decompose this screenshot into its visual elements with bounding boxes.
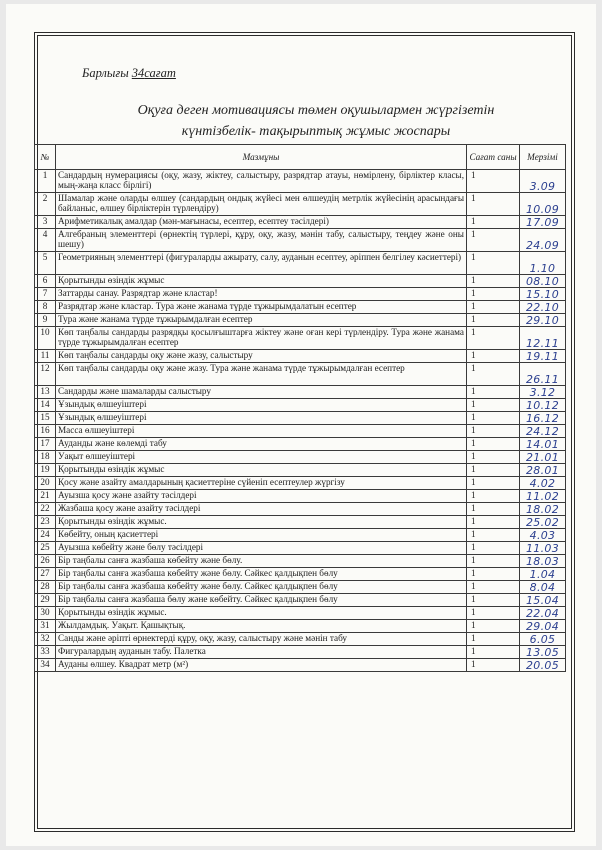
row-content: Қорытынды өзіндік жұмыс: [56, 275, 467, 288]
row-content: Көп таңбалы сандарды разрядқы қосылғыштарға жіктеу және оған кері түрлендіру. Тура және жанама түрде тұжырымдалған есептер: [56, 327, 467, 350]
row-content: Ауызша қосу және азайту тәсілдері: [56, 490, 467, 503]
row-date: 18.03: [520, 555, 566, 568]
row-date: 14.01: [520, 438, 566, 451]
total-hours: [82, 66, 176, 81]
table-row: [35, 386, 566, 399]
row-number: 9: [35, 314, 56, 327]
title-line-1: Оқуға деген мотивациясы төмен оқушылармен жүргізетін: [137, 103, 495, 118]
row-date: 24.12: [520, 425, 566, 438]
row-date: 4.03: [520, 529, 566, 542]
row-content: Фигуралардың ауданын табу. Палетка: [56, 646, 467, 659]
row-date: 1.10: [520, 252, 566, 275]
row-hours: 1: [467, 438, 520, 451]
table-row: [35, 399, 566, 412]
row-number: 14: [35, 399, 56, 412]
table-row: [35, 363, 566, 386]
table-row: [35, 229, 566, 252]
title-line-2: күнтізбелік- тақырыптық жұмыс жоспары: [181, 124, 451, 139]
row-date: 11.03: [520, 542, 566, 555]
table-row: [35, 490, 566, 503]
row-number: 13: [35, 386, 56, 399]
row-hours: 1: [467, 529, 520, 542]
row-hours: 1: [467, 451, 520, 464]
row-hours: 1: [467, 229, 520, 252]
row-hours: 1: [467, 555, 520, 568]
row-content: Жазбаша қосу және азайту тәсілдері: [56, 503, 467, 516]
document-title: [96, 100, 536, 142]
row-hours: 1: [467, 607, 520, 620]
row-hours: 1: [467, 193, 520, 216]
row-content: Ауданды және көлемді табу: [56, 438, 467, 451]
row-date: 11.02: [520, 490, 566, 503]
row-number: 27: [35, 568, 56, 581]
row-hours: 1: [467, 363, 520, 386]
row-date: 3.09: [520, 170, 566, 193]
column-header-content: Мазмұны: [56, 145, 467, 170]
row-hours: 1: [467, 399, 520, 412]
row-date: 22.10: [520, 301, 566, 314]
row-content: Тура және жанама түрде тұжырымдалған есептер: [56, 314, 467, 327]
row-date: 19.11: [520, 350, 566, 363]
row-number: 30: [35, 607, 56, 620]
table-row: [35, 451, 566, 464]
table-row: [35, 542, 566, 555]
table-row: [35, 529, 566, 542]
table-row: [35, 646, 566, 659]
row-number: 29: [35, 594, 56, 607]
table-row: [35, 581, 566, 594]
table-row: [35, 350, 566, 363]
table-row: [35, 288, 566, 301]
row-number: 7: [35, 288, 56, 301]
row-content: Қорытынды өзіндік жұмыс: [56, 464, 467, 477]
row-content: Масса өлшеуіштері: [56, 425, 467, 438]
table-row: [35, 594, 566, 607]
row-number: 25: [35, 542, 56, 555]
row-date: 6.05: [520, 633, 566, 646]
row-hours: 1: [467, 350, 520, 363]
row-hours: 1: [467, 568, 520, 581]
row-content: Бір таңбалы санға жазбаша бөлу және көбейту. Сәйкес қалдықпен бөлу: [56, 594, 467, 607]
table-row: [35, 464, 566, 477]
row-content: Шамалар және оларды өлшеу (сандардың ондық жүйесі мен өлшеудің метрлік жүйесінің арасындағы байланыс, өлшеу бірліктерін түрлендіру): [56, 193, 467, 216]
row-content: Алгебраның элементтері (өрнектің түрлері, құру, оқу, жазу, мәнін табу, салыстыру, теңдеу және оны шешу): [56, 229, 467, 252]
column-header-date: Мерзімі: [520, 145, 566, 170]
row-date: 16.12: [520, 412, 566, 425]
table-row: [35, 193, 566, 216]
row-content: Разрядтар және кластар. Тура және жанама түрде тұжырымдалатын есептер: [56, 301, 467, 314]
row-hours: 1: [467, 633, 520, 646]
row-number: 32: [35, 633, 56, 646]
row-hours: 1: [467, 516, 520, 529]
table-row: [35, 503, 566, 516]
row-date: 08.10: [520, 275, 566, 288]
row-number: 17: [35, 438, 56, 451]
row-content: Ұзындық өлшеуіштері: [56, 412, 467, 425]
row-hours: 1: [467, 620, 520, 633]
row-number: 3: [35, 216, 56, 229]
row-number: 16: [35, 425, 56, 438]
table-row: [35, 327, 566, 350]
table-row: [35, 301, 566, 314]
row-date: 13.05: [520, 646, 566, 659]
row-date: 8.04: [520, 581, 566, 594]
table-row: [35, 252, 566, 275]
table-row: [35, 314, 566, 327]
row-hours: 1: [467, 252, 520, 275]
total-hours-prefix: Барлығы: [82, 66, 129, 80]
row-content: Санды және әріпті өрнектерді құру, оқу, жазу, салыстыру және мәнін табу: [56, 633, 467, 646]
row-date: 29.10: [520, 314, 566, 327]
row-number: 1: [35, 170, 56, 193]
table-row: [35, 275, 566, 288]
row-hours: 1: [467, 425, 520, 438]
row-hours: 1: [467, 412, 520, 425]
table-row: [35, 568, 566, 581]
row-date: 20.05: [520, 659, 566, 672]
table-row: [35, 516, 566, 529]
row-date: 18.02: [520, 503, 566, 516]
table-row: [35, 477, 566, 490]
row-number: 31: [35, 620, 56, 633]
row-content: Геометрияның элементтері (фигураларды ажырату, салу, ауданын есептеу, әріппен белгілеу кәсиеттері): [56, 252, 467, 275]
row-content: Көп таңбалы сандарды оқу және жазу. Тура және жанама түрде тұжырымдалған есептер: [56, 363, 467, 386]
row-hours: 1: [467, 490, 520, 503]
row-number: 19: [35, 464, 56, 477]
row-date: 15.10: [520, 288, 566, 301]
row-hours: 1: [467, 594, 520, 607]
row-hours: 1: [467, 581, 520, 594]
row-date: 17.09: [520, 216, 566, 229]
row-content: Жылдамдық. Уақыт. Қашықтық.: [56, 620, 467, 633]
row-hours: 1: [467, 477, 520, 490]
table-row: [35, 216, 566, 229]
table-row: [35, 659, 566, 672]
row-date: 24.09: [520, 229, 566, 252]
column-header-number: №: [35, 145, 56, 170]
row-hours: 1: [467, 503, 520, 516]
row-date: 1.04: [520, 568, 566, 581]
row-number: 21: [35, 490, 56, 503]
row-content: Уақыт өлшеуіштері: [56, 451, 467, 464]
row-hours: 1: [467, 542, 520, 555]
row-date: 29.04: [520, 620, 566, 633]
row-date: 26.11: [520, 363, 566, 386]
row-content: Көбейту, оның қасиеттері: [56, 529, 467, 542]
row-hours: 1: [467, 646, 520, 659]
row-hours: 1: [467, 314, 520, 327]
row-number: 2: [35, 193, 56, 216]
row-hours: 1: [467, 170, 520, 193]
row-date: 10.09: [520, 193, 566, 216]
row-content: Арифметикалық амалдар (мән-мағынасы, есептер, есептеу тәсілдері): [56, 216, 467, 229]
row-date: 10.12: [520, 399, 566, 412]
row-number: 12: [35, 363, 56, 386]
table-row: [35, 412, 566, 425]
row-number: 15: [35, 412, 56, 425]
total-hours-value: 34сағат: [131, 66, 176, 80]
row-content: Ауызша көбейту және бөлу тәсілдері: [56, 542, 467, 555]
row-content: Қосу және азайту амалдарының қасиеттеріне сүйеніп есептеулер жүргізу: [56, 477, 467, 490]
row-content: Бір таңбалы санға жазбаша көбейту және бөлу.: [56, 555, 467, 568]
row-number: 33: [35, 646, 56, 659]
table-row: [35, 555, 566, 568]
table-row: [35, 633, 566, 646]
table-row: [35, 425, 566, 438]
row-date: 21.01: [520, 451, 566, 464]
row-date: 15.04: [520, 594, 566, 607]
row-hours: 1: [467, 659, 520, 672]
row-hours: 1: [467, 275, 520, 288]
row-number: 26: [35, 555, 56, 568]
row-content: Ауданы өлшеу. Квадрат метр (м²): [56, 659, 467, 672]
row-date: 22.04: [520, 607, 566, 620]
row-content: Бір таңбалы санға жазбаша көбейту және бөлу. Сәйкес қалдықпен бөлу: [56, 568, 467, 581]
row-content: Көп таңбалы сандарды оқу және жазу, салыстыру: [56, 350, 467, 363]
column-header-hours: Сағат саны: [467, 145, 520, 170]
row-hours: 1: [467, 464, 520, 477]
row-number: 22: [35, 503, 56, 516]
table-row: [35, 170, 566, 193]
row-date: 28.01: [520, 464, 566, 477]
row-date: 25.02: [520, 516, 566, 529]
row-number: 18: [35, 451, 56, 464]
row-content: Бір таңбалы санға жазбаша көбейту және бөлу. Сәйкес қалдықпен бөлу: [56, 581, 467, 594]
row-hours: 1: [467, 216, 520, 229]
table-header-row: [35, 145, 566, 170]
row-content: Ұзындық өлшеуіштері: [56, 399, 467, 412]
row-number: 34: [35, 659, 56, 672]
row-number: 23: [35, 516, 56, 529]
row-number: 10: [35, 327, 56, 350]
row-number: 24: [35, 529, 56, 542]
row-content: Қорытынды өзіндік жұмыс.: [56, 516, 467, 529]
row-hours: 1: [467, 327, 520, 350]
row-hours: 1: [467, 301, 520, 314]
plan-table: [34, 144, 566, 672]
row-content: Сандардың нумерациясы (оқу, жазу, жіктеу, салыстыру, разрядтар атауы, нөмірлену, бірліктер класы, мың-жаңа класс бірлігі): [56, 170, 467, 193]
row-date: 12.11: [520, 327, 566, 350]
row-number: 8: [35, 301, 56, 314]
table-row: [35, 607, 566, 620]
table-row: [35, 620, 566, 633]
row-hours: 1: [467, 288, 520, 301]
row-number: 4: [35, 229, 56, 252]
row-number: 6: [35, 275, 56, 288]
table-row: [35, 438, 566, 451]
row-number: 28: [35, 581, 56, 594]
row-content: Сандарды және шамаларды салыстыру: [56, 386, 467, 399]
row-number: 20: [35, 477, 56, 490]
row-content: Қорытынды өзіндік жұмыс.: [56, 607, 467, 620]
row-number: 11: [35, 350, 56, 363]
row-number: 5: [35, 252, 56, 275]
row-content: Заттарды санау. Разрядтар және кластар!: [56, 288, 467, 301]
row-date: 4.02: [520, 477, 566, 490]
row-hours: 1: [467, 386, 520, 399]
row-date: 3.12: [520, 386, 566, 399]
